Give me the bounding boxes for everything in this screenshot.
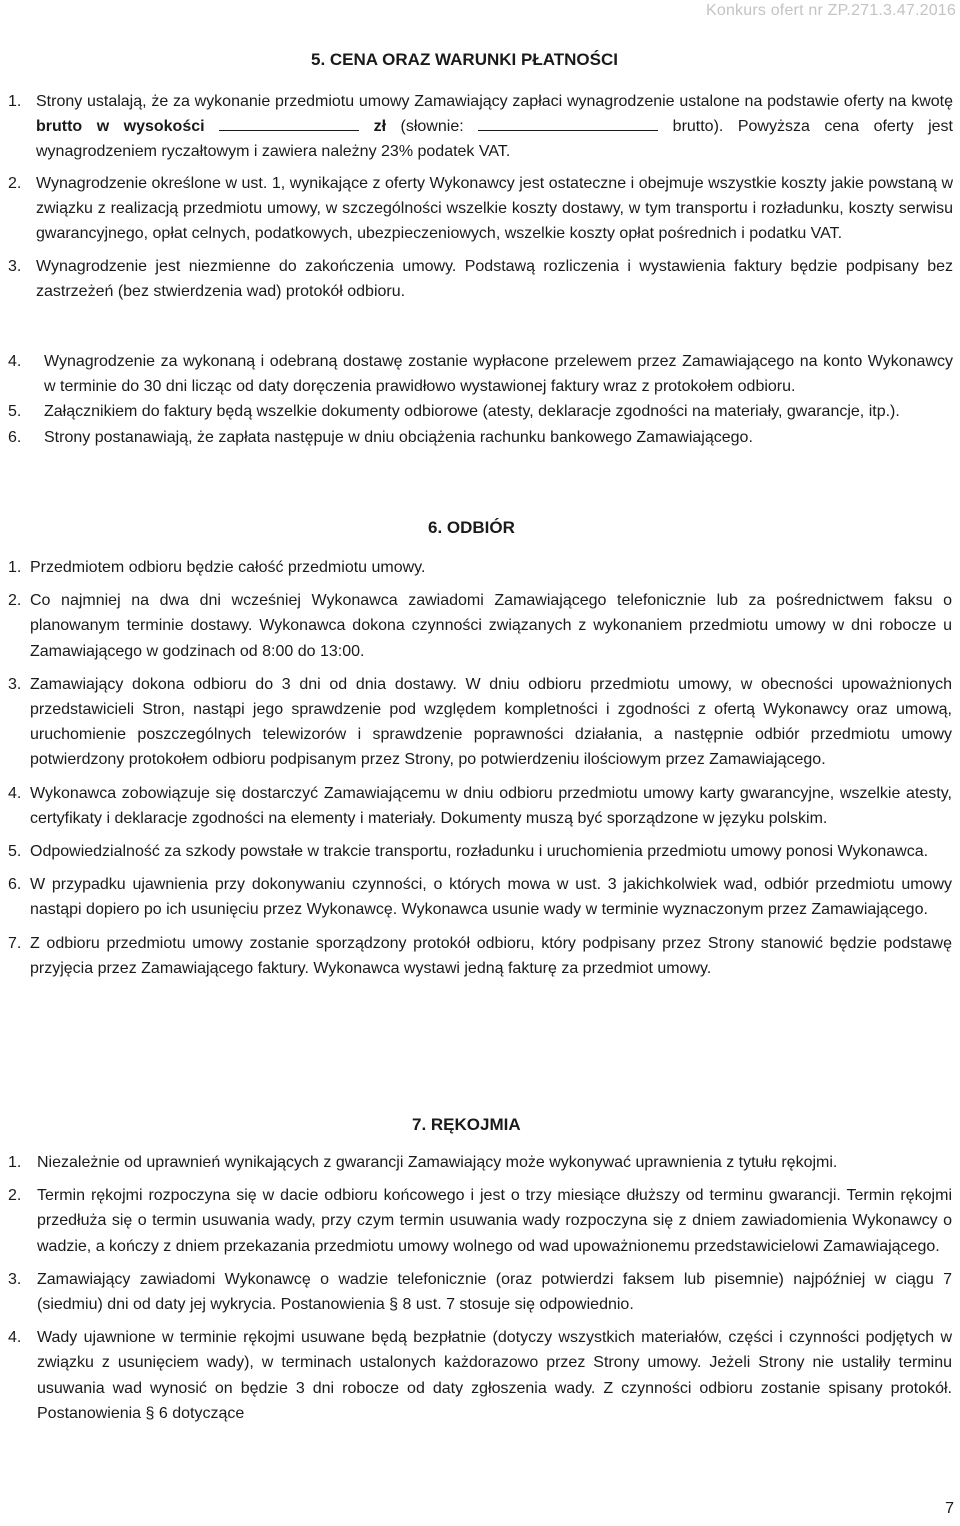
section-7-heading: 7. RĘKOJMIA bbox=[412, 1115, 521, 1134]
section-6-list bbox=[0, 555, 960, 989]
s6-item-3-text: Zamawiający dokona odbioru do 3 dni od dnia dostawy. W dniu odbioru przedmiotu umowy, w obecności upoważnionych przedstawicieli Stron, nastąpi jego sprawdzenie pod względem kompletności i zgodności z ofertą Wykonawcy oraz umową, uruchomienie poszczególnych telewizorów i sprawdzenie poprawności działania, a następnie odbiór przedmiotu umowy potwierdzony protokołem odbioru podpisanym przez Strony, po potwierdzeniu ilościowym przez Zamawiającego. bbox=[30, 675, 952, 769]
s7-item-3-text: Zamawiający zawiadomi Wykonawcę o wadzie telefonicznie (oraz potwierdzi faksem lub pisemnie) najpóźniej w ciągu 7 (siedmiu) dni od daty jej wykrycia. Postanowienia § 8 ust. 7 stosuje się odpowiednio. bbox=[37, 1270, 952, 1314]
s5-item-4 bbox=[0, 349, 960, 399]
s6-item-2-text: Co najmniej na dwa dni wcześniej Wykonawca zawiadomi Zamawiającego telefonicznie lub za pośrednictwem faksu o planowanym terminie dostawy. Wykonawca dokona czynności związanych z wykonaniem przedmiotu umowy w dni robocze u Zamawiającego w godzinach od 8:00 do 13:00. bbox=[30, 592, 952, 660]
s7-item-1-number: 1. bbox=[8, 1154, 22, 1171]
s6-item-6-text: W przypadku ujawnienia przy dokonywaniu czynności, o których mowa w ust. 3 jakichkolwiek wad, odbiór przedmiotu umowy nastąpi dopiero po ich usunięciu przez Wykonawcę. Wykonawca usunie wady w terminie wyznaczonym przez Zamawiającego. bbox=[30, 876, 952, 919]
page-number: 7 bbox=[945, 1500, 954, 1517]
s5-item-5-text: Załącznikiem do faktury będą wszelkie dokumenty odbiorowe (atesty, deklaracje zgodności na materiały, gwarancje, itp.). bbox=[44, 403, 900, 421]
s7-item-1 bbox=[0, 1150, 960, 1175]
s7-item-4-number: 4. bbox=[8, 1329, 22, 1347]
section-5-list-a bbox=[0, 89, 960, 305]
s6-item-5-number: 5. bbox=[8, 843, 22, 861]
s5-item-5 bbox=[0, 399, 960, 424]
s6-item-7-number: 7. bbox=[8, 934, 22, 952]
s5-item-1-number: 1. bbox=[8, 93, 22, 110]
s6-item-1-number: 1. bbox=[8, 559, 22, 576]
s5-item-1-currency: zł bbox=[373, 118, 387, 136]
s5-item-3-text: Wynagrodzenie jest niezmienne do zakończenia umowy. Podstawą rozliczenia i wystawienia faktury będzie podpisany bez zastrzeżeń (bez stwierdzenia wad) protokół odbioru. bbox=[36, 258, 953, 301]
s5-item-6-number: 6. bbox=[8, 428, 22, 446]
s5-item-6-text: Strony postanawiają, że zapłata następuje w dniu obciążenia rachunku bankowego Zamawiającego. bbox=[44, 428, 753, 446]
s6-item-6 bbox=[0, 872, 960, 922]
s6-item-2-number: 2. bbox=[8, 592, 22, 610]
s5-item-1-amount-label: brutto w wysokości bbox=[36, 118, 205, 136]
s6-item-3 bbox=[0, 672, 960, 773]
s6-item-4 bbox=[0, 781, 960, 831]
section-5-list-b bbox=[0, 349, 960, 450]
s6-item-1-text: Przedmiotem odbioru będzie całość przedmiotu umowy. bbox=[30, 559, 426, 576]
s5-item-1-words-label: (słownie: bbox=[386, 118, 464, 136]
s6-item-6-number: 6. bbox=[8, 876, 22, 894]
s6-item-5-text: Odpowiedzialność za szkody powstałe w trakcie transportu, rozładunku i uruchomienia przedmiotu umowy ponosi Wykonawca. bbox=[30, 843, 929, 861]
s6-item-5 bbox=[0, 839, 960, 864]
section-5-heading: 5. CENA ORAZ WARUNKI PŁATNOŚCI bbox=[311, 50, 618, 69]
s5-item-4-text: Wynagrodzenie za wykonaną i odebraną dostawę zostanie wypłacone przelewem przez Zamawiającego na konto Wykonawcy w terminie do 30 dni licząc od daty doręczenia prawidłowo wystawionej faktury wraz z protokołem odbioru. bbox=[44, 353, 953, 396]
s5-item-2-text: Wynagrodzenie określone w ust. 1, wynikające z oferty Wykonawcy jest ostateczne i obejmuje wszystkie koszty jakie powstaną w związku z realizacją przedmiotu umowy, w szczególności wszelkie koszty dostawy, w tym transportu i rozładunku, koszty serwisu gwarancyjnego, opłat celnych, podatkowych, ubezpieczeniowych, wszelkie koszty opłat pośrednich i podatku VAT. bbox=[36, 174, 953, 243]
s5-item-3 bbox=[0, 254, 960, 304]
s5-item-1-text bbox=[36, 89, 953, 165]
s7-item-2-text: Termin rękojmi rozpoczyna się w dacie odbioru końcowego i jest o trzy miesiące dłuższy od terminu gwarancji. Termin rękojmi przedłuża się o termin usuwania wady, przy czym termin usuwania wady rozpoczyna się z dniem zawiadomienia Wykonawcy o wadzie, a kończy z dniem przekazania przedmiotu umowy wolnego od wad upoważnionemu przedstawicielowi Zamawiającego. bbox=[37, 1187, 952, 1255]
s5-item-4-number: 4. bbox=[8, 353, 22, 370]
s7-item-4-text: Wady ujawnione w terminie rękojmi usuwane będą bezpłatnie (dotyczy wszystkich materiałów, części i czynności podjętych w związku z usunięciem wady), w terminach ustalonych każdorazowo przez Strony umowy. Jeżeli Strony nie ustaliły terminu usuwania wad wynosić on będzie 3 dni robocze od daty zgłoszenia wady. Z czynności odbioru zostanie spisany protokół. Postanowienia § 6 dotyczące bbox=[37, 1329, 952, 1422]
header-reference: Konkurs ofert nr ZP.271.3.47.2016 bbox=[705, 2, 956, 19]
s6-item-4-text: Wykonawca zobowiązuje się dostarczyć Zamawiającemu w dniu odbioru przedmiotu umowy karty gwarancyjne, wszelkie atesty, certyfikaty i deklaracje zgodności na elementy i materiały. Dokumenty muszą być sporządzone w języku polskim. bbox=[30, 784, 952, 827]
s5-item-3-number: 3. bbox=[8, 258, 22, 276]
s7-item-2-number: 2. bbox=[8, 1187, 22, 1205]
s6-item-7 bbox=[0, 931, 960, 981]
s7-item-4 bbox=[0, 1325, 960, 1426]
section-6-heading: 6. ODBIÓR bbox=[428, 518, 515, 537]
s5-item-6 bbox=[0, 425, 960, 450]
s5-item-2 bbox=[0, 171, 960, 247]
s5-item-5-number: 5. bbox=[8, 403, 22, 421]
amount-blank-line bbox=[219, 116, 359, 131]
s5-item-1-text-b: brutto). Powyższa cena oferty jest wynagrodzeniem ryczałtowym i zawiera należny 23% podatek VAT. bbox=[36, 118, 953, 161]
s5-item-2-number: 2. bbox=[8, 174, 22, 192]
s5-item-1 bbox=[0, 89, 960, 165]
s6-item-2 bbox=[0, 588, 960, 664]
s5-item-1-text-a: Strony ustalają, że za wykonanie przedmiotu umowy Zamawiający zapłaci wynagrodzenie ustalone na podstawie oferty na kwotę bbox=[36, 93, 953, 110]
s6-item-1 bbox=[0, 555, 960, 580]
s6-item-4-number: 4. bbox=[8, 784, 22, 802]
s6-item-7-text: Z odbioru przedmiotu umowy zostanie sporządzony protokół odbioru, który podpisany przez Strony stanowić będzie podstawę przyjęcia przez Zamawiającego faktury. Wykonawca wystawi jedną fakturę za przedmiot umowy. bbox=[30, 934, 952, 977]
section-7-list bbox=[0, 1150, 960, 1434]
s7-item-2 bbox=[0, 1183, 960, 1259]
s6-item-3-number: 3. bbox=[8, 675, 22, 693]
s7-item-3 bbox=[0, 1267, 960, 1317]
s7-item-3-number: 3. bbox=[8, 1270, 22, 1288]
words-blank-line bbox=[478, 116, 658, 131]
s7-item-1-text: Niezależnie od uprawnień wynikających z gwarancji Zamawiający może wykonywać uprawnienia z tytułu rękojmi. bbox=[37, 1154, 838, 1171]
